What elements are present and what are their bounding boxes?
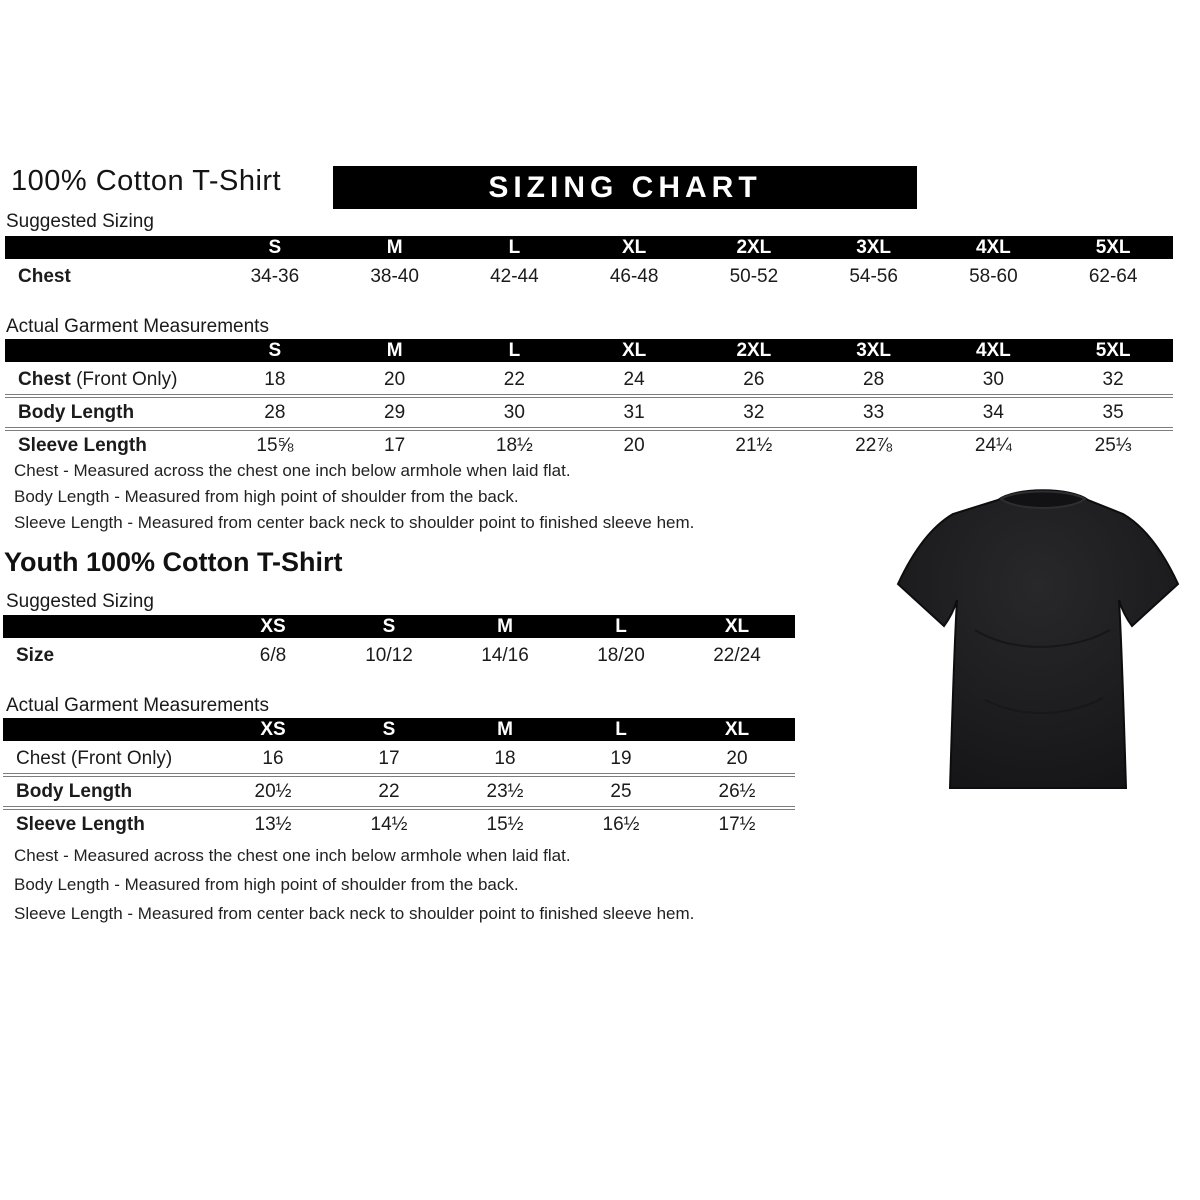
cell-value: 30 [934,364,1054,397]
cell-value: 32 [694,396,814,429]
size-col-header: L [455,339,575,364]
youth-title: Youth 100% Cotton T-Shirt [4,547,343,577]
table-header-row [3,718,795,743]
note-chest: Chest - Measured across the chest one inch below armhole when laid flat. [14,846,571,865]
cell-value: 13½ [215,808,331,839]
cell-value: 21½ [694,429,814,460]
row-label: Size [3,640,215,671]
cell-value: 17 [335,429,455,460]
size-col-header: 2XL [694,236,814,261]
size-col-header: S [331,718,447,743]
adult-suggested-sizing-label: Suggested Sizing [6,211,154,232]
size-col-header: 4XL [934,236,1054,261]
cell-value: 20 [679,743,795,776]
table-row-chest [5,364,1173,397]
cell-value: 6/8 [215,640,331,671]
row-label: Body Length [5,396,215,429]
cell-value: 54-56 [814,261,934,292]
cell-value: 38-40 [335,261,455,292]
cell-value: 14½ [331,808,447,839]
youth-measurement-notes [14,846,694,933]
table-header-row [5,236,1173,261]
note-body-length: Body Length - Measured from high point of shoulder from the back. [14,875,519,894]
cell-value: 31 [574,396,694,429]
youth-suggested-sizing-table [3,615,795,670]
note-sleeve-length: Sleeve Length - Measured from center back neck to shoulder point to finished sleeve hem. [14,513,695,532]
cell-value: 17 [331,743,447,776]
row-label: Sleeve Length [3,808,215,839]
cell-value: 24 [574,364,694,397]
size-col-header: M [335,339,455,364]
size-col-header: 5XL [1053,236,1173,261]
cell-value: 23½ [447,775,563,808]
size-col-header: 2XL [694,339,814,364]
cell-value: 22 [455,364,575,397]
cell-value: 18½ [455,429,575,460]
table-row-chest [3,743,795,776]
size-col-header: S [215,236,335,261]
cell-value: 10/12 [331,640,447,671]
size-col-header: L [563,718,679,743]
size-col-header: XL [679,718,795,743]
youth-suggested-sizing-label: Suggested Sizing [6,591,154,612]
tshirt-front-icon [885,480,1197,814]
table-row-size [3,640,795,671]
row-label: Chest (Front Only) [3,743,215,776]
note-chest: Chest - Measured across the chest one inch below armhole when laid flat. [14,461,571,480]
cell-value: 32 [1053,364,1173,397]
cell-value: 15½ [447,808,563,839]
size-col-header: XL [679,615,795,640]
size-col-header: L [563,615,679,640]
cell-value: 18 [215,364,335,397]
cell-value: 18/20 [563,640,679,671]
row-label: Chest (Front Only) [5,364,215,397]
cell-value: 19 [563,743,679,776]
size-col-header: 5XL [1053,339,1173,364]
cell-value: 18 [447,743,563,776]
row-label: Chest [5,261,215,292]
cell-value: 35 [1053,396,1173,429]
row-label: Body Length [3,775,215,808]
cell-value: 26 [694,364,814,397]
table-row-sleeve-length [3,808,795,839]
sizing-chart-banner [333,166,917,209]
header-spacer [3,718,215,743]
table-row-sleeve-length [5,429,1173,460]
cell-value: 50-52 [694,261,814,292]
cell-value: 26½ [679,775,795,808]
tshirt-image [885,480,1197,814]
cell-value: 14/16 [447,640,563,671]
adult-actual-measurements-table [5,339,1173,460]
table-row [5,261,1173,292]
size-col-header: XS [215,615,331,640]
note-body-length: Body Length - Measured from high point of shoulder from the back. [14,487,519,506]
cell-value: 20½ [215,775,331,808]
adult-actual-measurements-label: Actual Garment Measurements [6,316,269,337]
adult-title: 100% Cotton T-Shirt [11,165,282,197]
size-col-header: 4XL [934,339,1054,364]
cell-value: 28 [814,364,934,397]
size-col-header: L [455,236,575,261]
size-col-header: M [335,236,455,261]
cell-value: 34 [934,396,1054,429]
cell-value: 15⅝ [215,429,335,460]
size-col-header: XS [215,718,331,743]
youth-actual-measurements-label: Actual Garment Measurements [6,695,269,716]
cell-value: 17½ [679,808,795,839]
cell-value: 16 [215,743,331,776]
size-col-header: M [447,615,563,640]
cell-value: 42-44 [455,261,575,292]
note-sleeve-length: Sleeve Length - Measured from center back neck to shoulder point to finished sleeve hem. [14,904,695,923]
table-header-row [5,339,1173,364]
cell-value: 24¼ [934,429,1054,460]
cell-value: 30 [455,396,575,429]
cell-value: 25⅓ [1053,429,1173,460]
cell-value: 33 [814,396,934,429]
size-col-header: 3XL [814,339,934,364]
sizing-chart-banner-text: SIZING CHART [488,170,762,204]
table-row-body-length [3,775,795,808]
row-label: Sleeve Length [5,429,215,460]
cell-value: 46-48 [574,261,694,292]
size-col-header: XL [574,236,694,261]
adult-measurement-notes [14,461,694,539]
size-col-header: 3XL [814,236,934,261]
cell-value: 22 [331,775,447,808]
cell-value: 22⅞ [814,429,934,460]
size-col-header: XL [574,339,694,364]
table-header-row [3,615,795,640]
size-col-header: M [447,718,563,743]
header-spacer [3,615,215,640]
header-spacer [5,339,215,364]
cell-value: 29 [335,396,455,429]
cell-value: 34-36 [215,261,335,292]
size-col-header: S [215,339,335,364]
cell-value: 20 [335,364,455,397]
cell-value: 62-64 [1053,261,1173,292]
size-col-header: S [331,615,447,640]
header-spacer [5,236,215,261]
table-row-body-length [5,396,1173,429]
cell-value: 28 [215,396,335,429]
cell-value: 58-60 [934,261,1054,292]
cell-value: 22/24 [679,640,795,671]
cell-value: 16½ [563,808,679,839]
adult-suggested-sizing-table [5,236,1173,291]
youth-actual-measurements-table [3,718,795,839]
cell-value: 25 [563,775,679,808]
cell-value: 20 [574,429,694,460]
